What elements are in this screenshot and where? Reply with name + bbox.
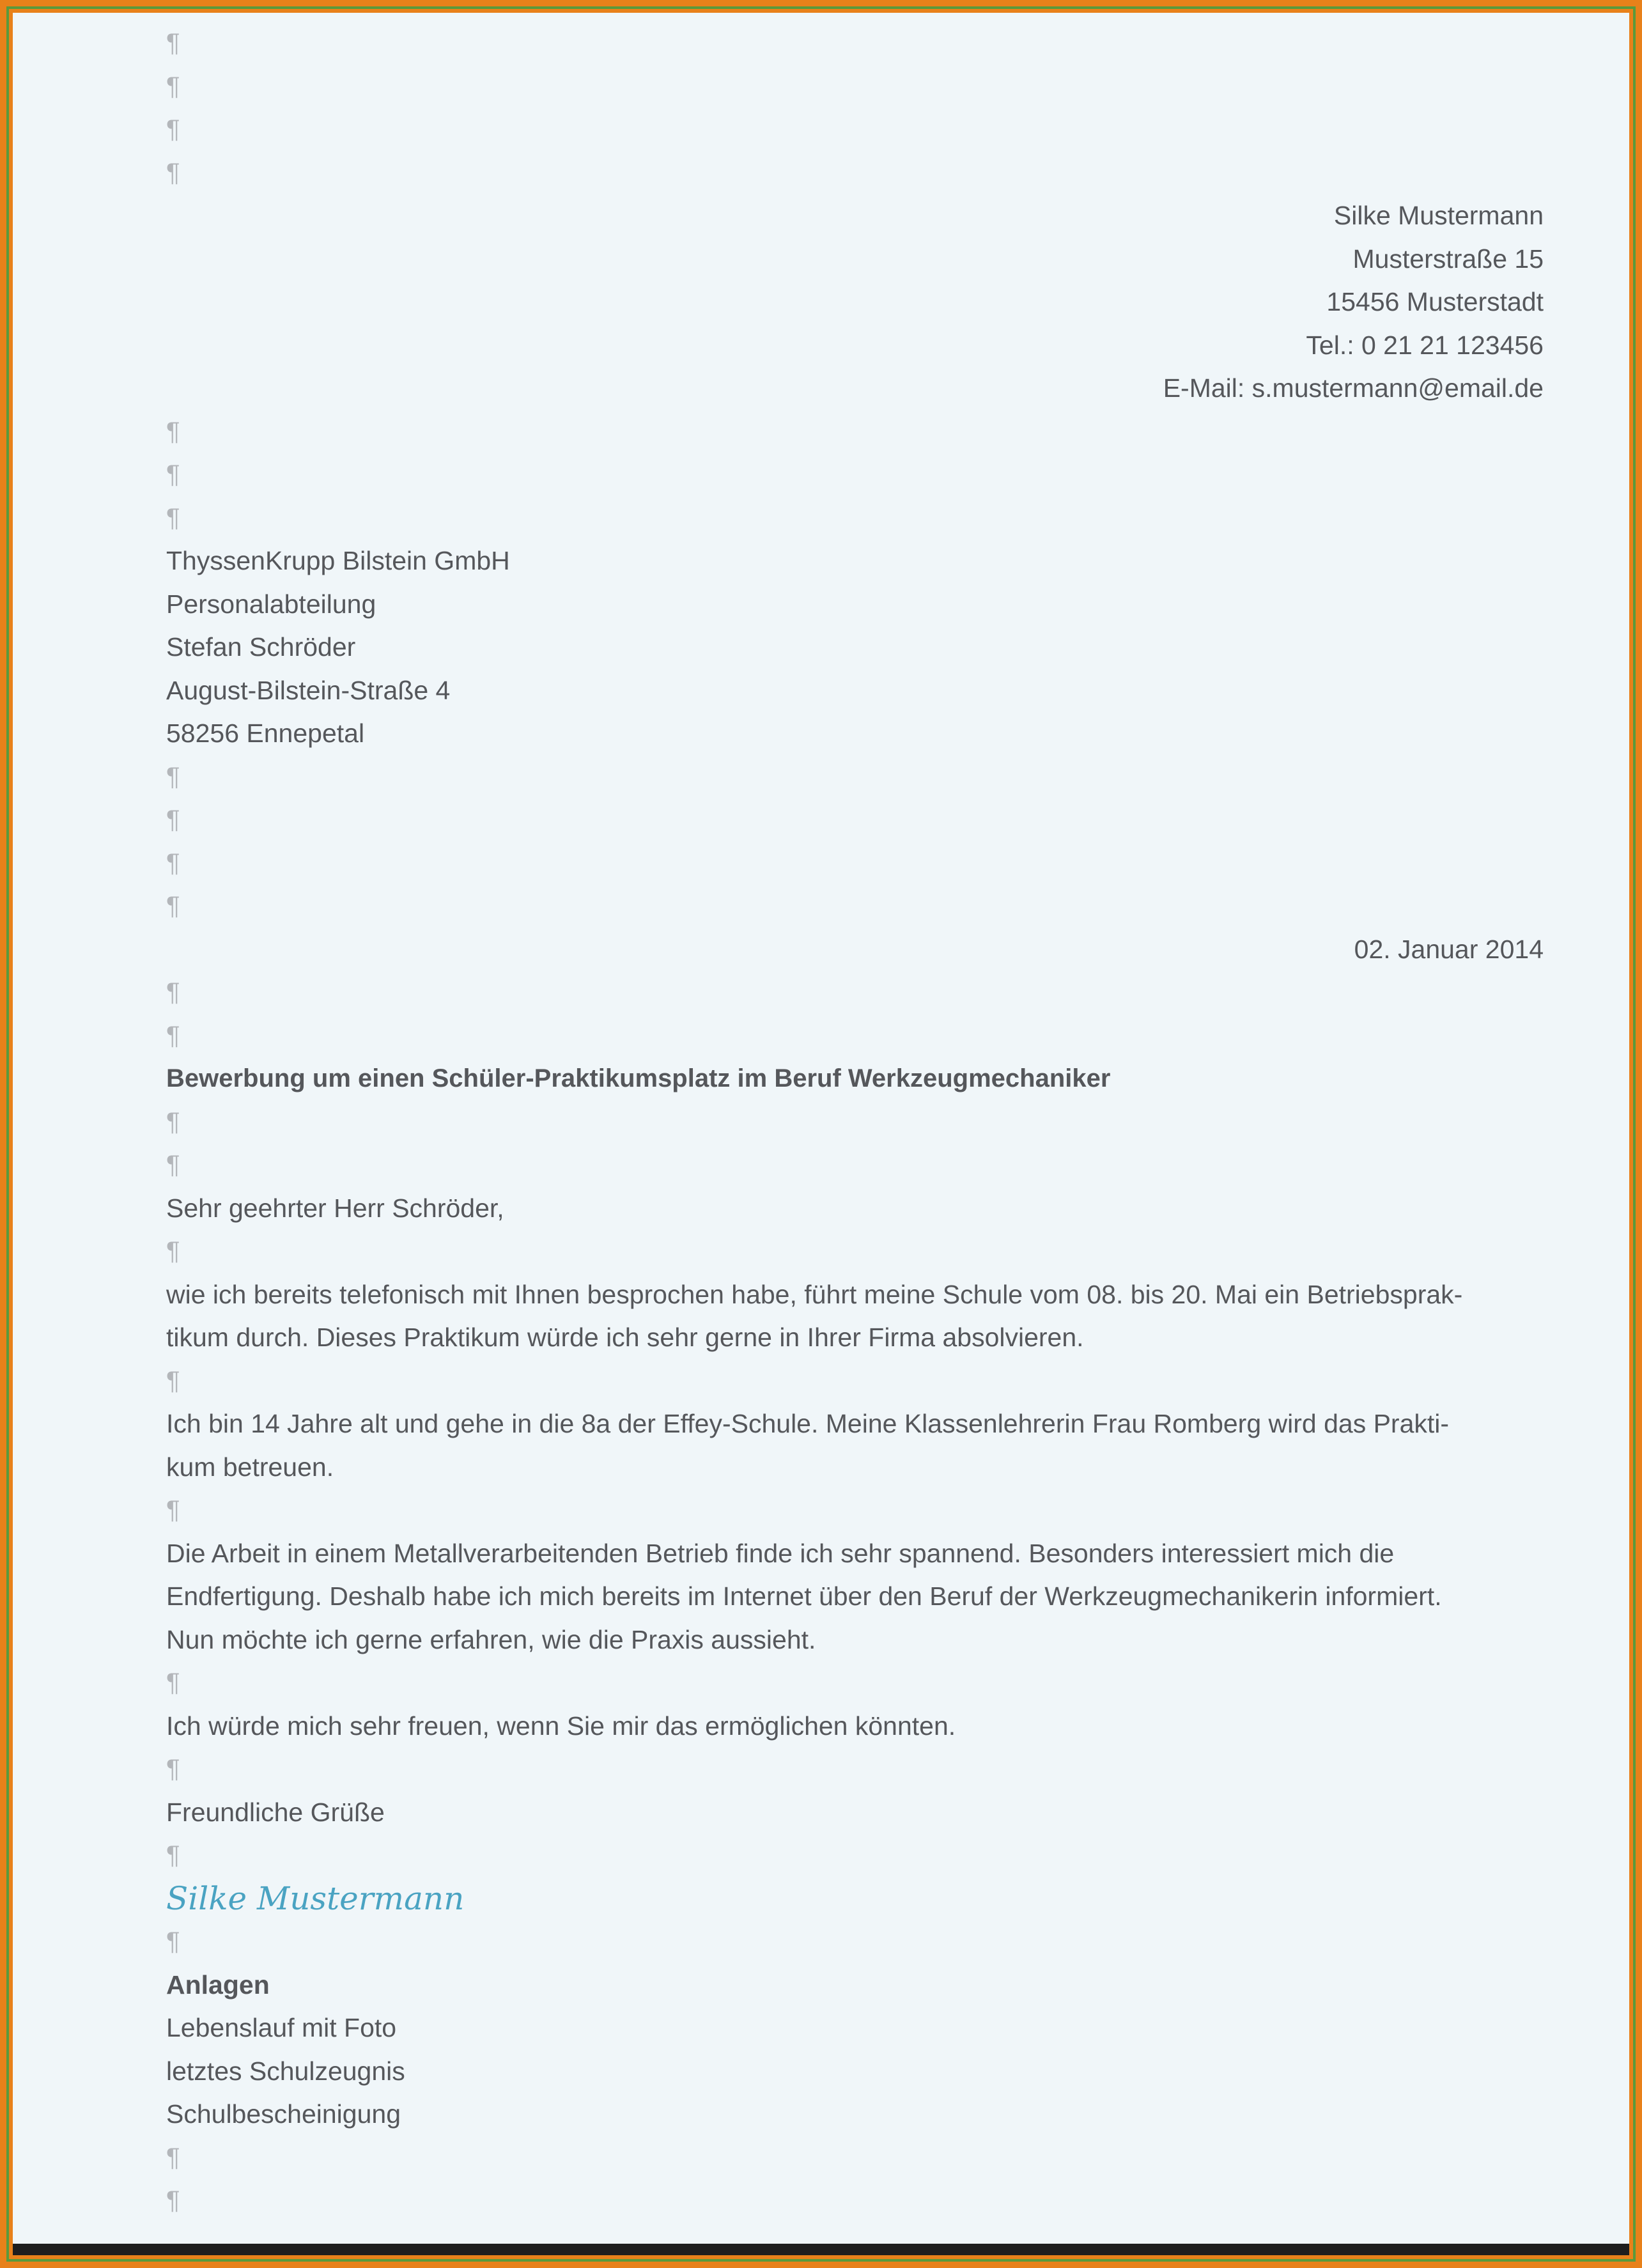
paragraph-mark: ¶ <box>166 1107 180 1136</box>
paragraph-mark: ¶ <box>166 805 180 834</box>
sender-phone: Tel.: 0 21 21 123456 <box>1306 330 1544 360</box>
body-line: Ich bin 14 Jahre alt und gehe in die 8a der Effey-Schule. Meine Klassenlehrerin Frau Romberg wird das Prakti- <box>166 1409 1450 1438</box>
paragraph-mark: ¶ <box>166 115 180 143</box>
paragraph-mark: ¶ <box>166 29 180 57</box>
paragraph-mark: ¶ <box>166 1366 180 1395</box>
paragraph-mark: ¶ <box>166 1668 180 1697</box>
paragraph-mark: ¶ <box>166 1927 180 1955</box>
sender-name: Silke Mustermann <box>1333 201 1544 230</box>
paragraph-mark: ¶ <box>166 1151 180 1179</box>
attachment-item: Lebenslauf mit Foto <box>166 2013 397 2042</box>
attachments-heading: Anlagen <box>166 1969 270 2000</box>
paragraph-mark: ¶ <box>166 2143 180 2171</box>
paragraph-mark: ¶ <box>166 460 180 488</box>
body-line: Ich würde mich sehr freuen, wenn Sie mir das ermöglichen könnten. <box>166 1711 956 1741</box>
paragraph-mark: ¶ <box>166 848 180 877</box>
body-line: Nun möchte ich gerne erfahren, wie die Praxis aussieht. <box>166 1624 816 1654</box>
paragraph-mark: ¶ <box>166 892 180 920</box>
body-line: tikum durch. Dieses Praktikum würde ich sehr gerne in Ihrer Firma absolvieren. <box>166 1323 1084 1352</box>
body-line: Endfertigung. Deshalb habe ich mich bereits im Internet über den Beruf der Werkzeugmechanikerin informiert. <box>166 1581 1442 1611</box>
paragraph-mark: ¶ <box>166 1496 180 1524</box>
body-paragraph <box>166 1402 1544 1489</box>
paragraph-mark: ¶ <box>166 978 180 1006</box>
body-line: wie ich bereits telefonisch mit Ihnen besprochen habe, führt meine Schule vom 08. bis 20. Mai ein Betriebsprak- <box>166 1279 1463 1309</box>
page-bottom-bar <box>13 2244 1629 2255</box>
recipient-street: August-Bilstein-Straße 4 <box>166 675 451 705</box>
paragraph-mark: ¶ <box>166 158 180 187</box>
letter-date: 02. Januar 2014 <box>1354 934 1544 964</box>
recipient-block <box>166 540 1544 756</box>
paragraph-mark: ¶ <box>166 1237 180 1265</box>
paragraph-mark: ¶ <box>166 2186 180 2214</box>
letter-subject: Bewerbung um einen Schüler-Praktikumsplatz im Beruf Werkzeugmechaniker <box>166 1064 1111 1092</box>
paragraph-mark: ¶ <box>166 72 180 100</box>
sender-email: E-Mail: s.mustermann@email.de <box>1163 373 1544 403</box>
paragraph-mark: ¶ <box>166 417 180 446</box>
recipient-department: Personalabteilung <box>166 589 376 619</box>
application-letter <box>166 22 1544 2223</box>
closing: Freundliche Grüße <box>166 1797 385 1827</box>
recipient-city: 58256 Ennepetal <box>166 718 365 748</box>
handwritten-signature: Silke Mustermann <box>166 1879 465 1917</box>
recipient-person: Stefan Schröder <box>166 632 356 662</box>
attachment-item: letztes Schulzeugnis <box>166 2056 405 2086</box>
sender-block <box>166 194 1544 410</box>
paragraph-mark: ¶ <box>166 1021 180 1050</box>
body-paragraph <box>166 1705 1544 1748</box>
paragraph-mark: ¶ <box>166 762 180 791</box>
body-paragraph <box>166 1532 1544 1662</box>
body-line: kum betreuen. <box>166 1452 334 1482</box>
body-paragraph <box>166 1273 1544 1360</box>
paragraph-mark: ¶ <box>166 1841 180 1869</box>
sender-street: Musterstraße 15 <box>1352 244 1544 274</box>
paragraph-mark: ¶ <box>166 503 180 532</box>
sender-city: 15456 Musterstadt <box>1326 287 1544 316</box>
salutation: Sehr geehrter Herr Schröder, <box>166 1193 504 1223</box>
attachment-item: Schulbescheinigung <box>166 2099 401 2129</box>
paragraph-mark: ¶ <box>166 1755 180 1783</box>
attachments-block <box>166 1964 1544 2136</box>
body-line: Die Arbeit in einem Metallverarbeitenden Betrieb finde ich sehr spannend. Besonders interessiert mich die <box>166 1538 1395 1568</box>
recipient-company: ThyssenKrupp Bilstein GmbH <box>166 546 510 575</box>
